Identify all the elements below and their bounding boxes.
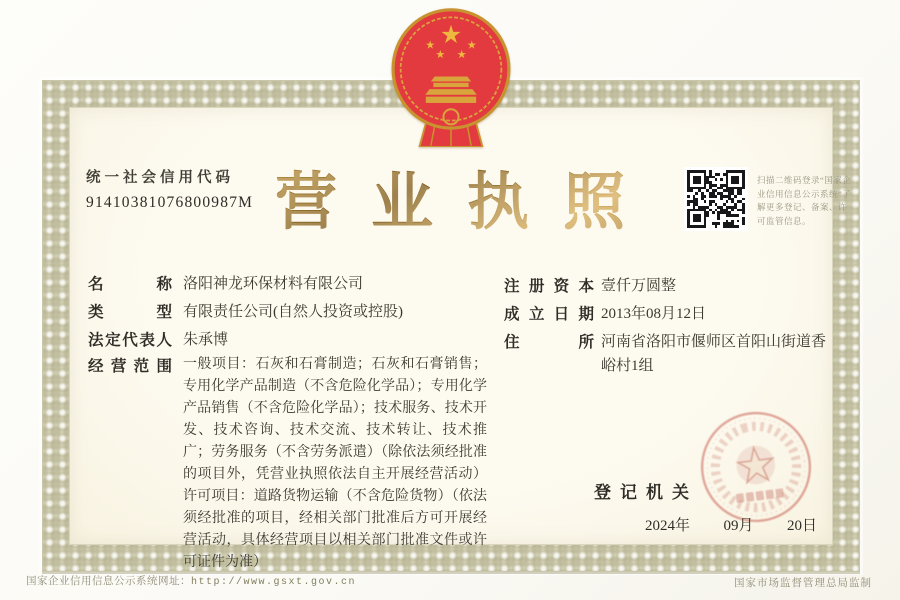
issue-date [645, 514, 817, 535]
issue-date-month: 09月 [723, 518, 754, 534]
field-label-name: 名称 [88, 276, 172, 293]
field-label-establishment-date: 成立日期 [504, 306, 594, 323]
field-value-establishment-date: 2013年08月12日 [601, 306, 707, 322]
field-label-legal-representative: 法定代表人 [88, 332, 172, 349]
field-value-legal-representative: 朱承博 [183, 332, 229, 348]
footer-public-system [26, 573, 356, 588]
footer-site-url: http://www.gsxt.gov.cn [191, 577, 357, 588]
field-value-business-scope: 一般项目：石灰和石膏制造；石灰和石膏销售；专用化学产品制造（不含危险化学品）；专用化学产品销售（不含危险化学品）；技术服务、技术开发、技术咨询、技术交流、技术转让、技术推广；劳务服务（不含劳务派遣）（除依法须经批准的项目外，凭营业执照依法自主开展经营活动）许可项目：道路货物运输（不含危险货物）（依法须经批准的项目，经相关部门批准后方可开展经营活动，具体经营项目以相关部门批准文件或许可证件为准） [183, 357, 487, 570]
qr-caption: 扫描二维码登录“国家企业信用信息公示系统”了解更多登记、备案、许可监管信息。 [757, 175, 852, 226]
registration-authority-label: 登记机关 [594, 483, 698, 502]
field-value-registered-capital: 壹仟万圆整 [601, 278, 677, 294]
footer-producer: 国家市场监督管理总局监制 [734, 578, 872, 589]
qr-code-icon [687, 170, 745, 228]
field-value-address: 河南省洛阳市偃师区首阳山街道香峪村1组 [601, 334, 827, 374]
issue-date-year: 2024年 [645, 518, 691, 534]
field-label-type: 类型 [88, 304, 172, 321]
field-label-address: 住所 [504, 334, 594, 351]
license-title: 营业执照 [0, 152, 900, 241]
field-label-registered-capital: 注册资本 [504, 278, 594, 295]
national-emblem-icon [388, 6, 514, 147]
footer-site-label: 国家企业信用信息公示系统网址： [26, 576, 191, 587]
field-value-type: 有限责任公司(自然人投资或控股) [183, 304, 403, 320]
field-value-name: 洛阳神龙环保材料有限公司 [183, 276, 364, 292]
field-label-business-scope: 经营范围 [88, 358, 172, 375]
issue-date-day: 20日 [786, 518, 817, 534]
